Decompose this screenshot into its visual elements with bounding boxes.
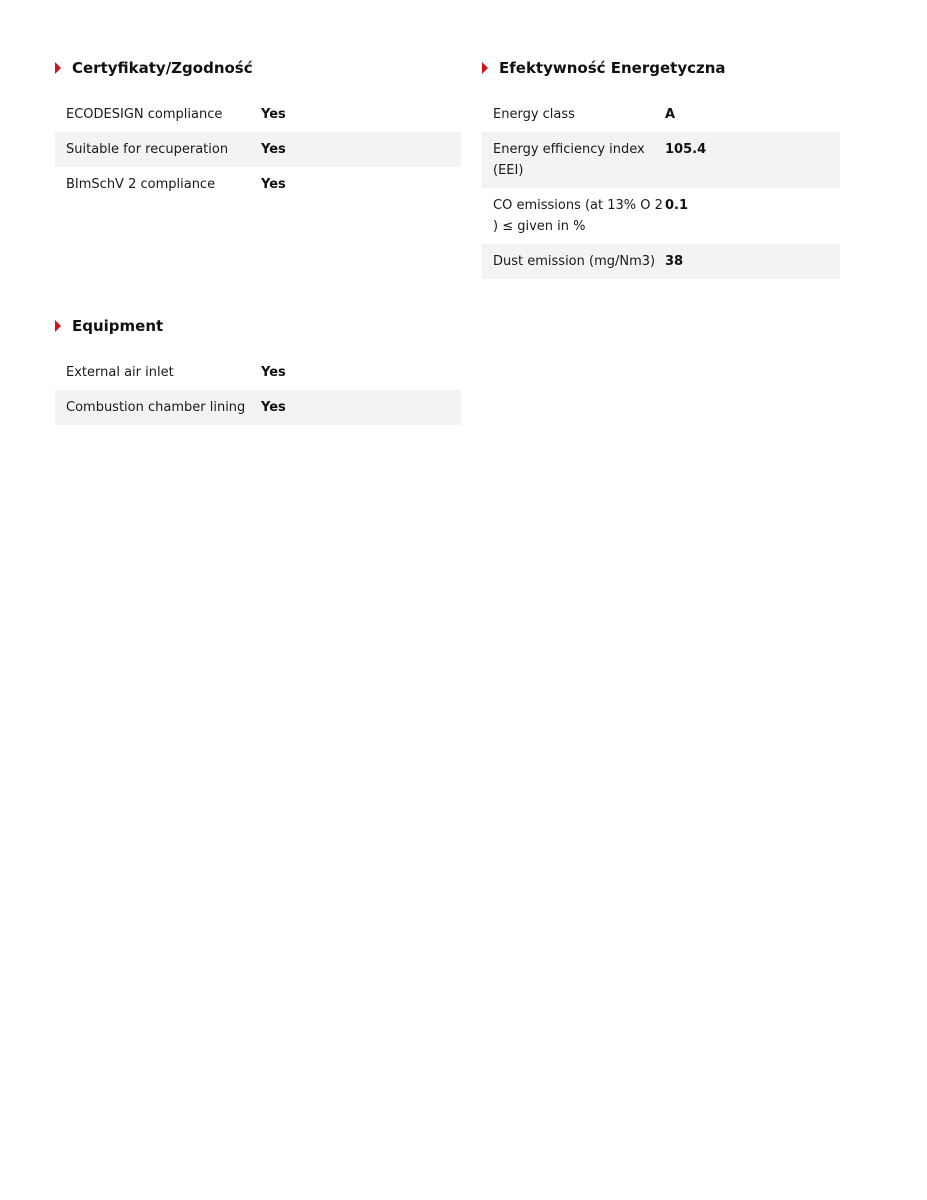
spec-label: Energy efficiency index (EEI) (493, 142, 645, 178)
caret-right-icon (55, 62, 61, 74)
caret-right-icon (55, 320, 61, 332)
section-title: Certyfikaty/Zgodność (72, 59, 253, 77)
section-header (55, 316, 461, 340)
section-title: Equipment (72, 317, 164, 335)
spec-row (55, 132, 461, 167)
spec-row (482, 132, 840, 188)
spec-table (482, 97, 840, 279)
spec-value: Yes (261, 365, 286, 380)
spec-value: Yes (261, 142, 286, 157)
spec-value: Yes (261, 107, 286, 122)
spec-label: Suitable for recuperation (66, 142, 229, 157)
section-energy-efficiency (482, 58, 840, 279)
spec-label: Combustion chamber lining (66, 400, 246, 415)
section-equipment (55, 316, 461, 425)
spec-label: ECODESIGN compliance (66, 107, 223, 122)
spec-row (55, 390, 461, 425)
caret-right-icon (482, 62, 488, 74)
spec-value: A (665, 107, 676, 122)
spec-label: External air inlet (66, 365, 174, 380)
spec-label: CO emissions (at 13% O 2 ) ≤ given in % (493, 198, 663, 234)
section-title: Efektywność Energetyczna (499, 59, 726, 77)
spec-row (482, 97, 840, 132)
spec-row (55, 97, 461, 132)
spec-value: 38 (665, 254, 684, 269)
section-header (482, 58, 840, 82)
spec-value: Yes (261, 400, 286, 415)
section-certificates (55, 58, 461, 202)
spec-table (55, 97, 461, 202)
spec-table (55, 355, 461, 425)
spec-row (482, 188, 840, 244)
spec-value: 105.4 (665, 142, 707, 157)
spec-value: Yes (261, 177, 286, 192)
spec-label: Energy class (493, 107, 575, 122)
spec-row (55, 355, 461, 390)
spec-label: Dust emission (mg/Nm3) (493, 254, 656, 269)
spec-row (55, 167, 461, 202)
spec-value: 0.1 (665, 198, 689, 213)
section-header (55, 58, 461, 82)
spec-row (482, 244, 840, 279)
spec-label: BImSchV 2 compliance (66, 177, 216, 192)
